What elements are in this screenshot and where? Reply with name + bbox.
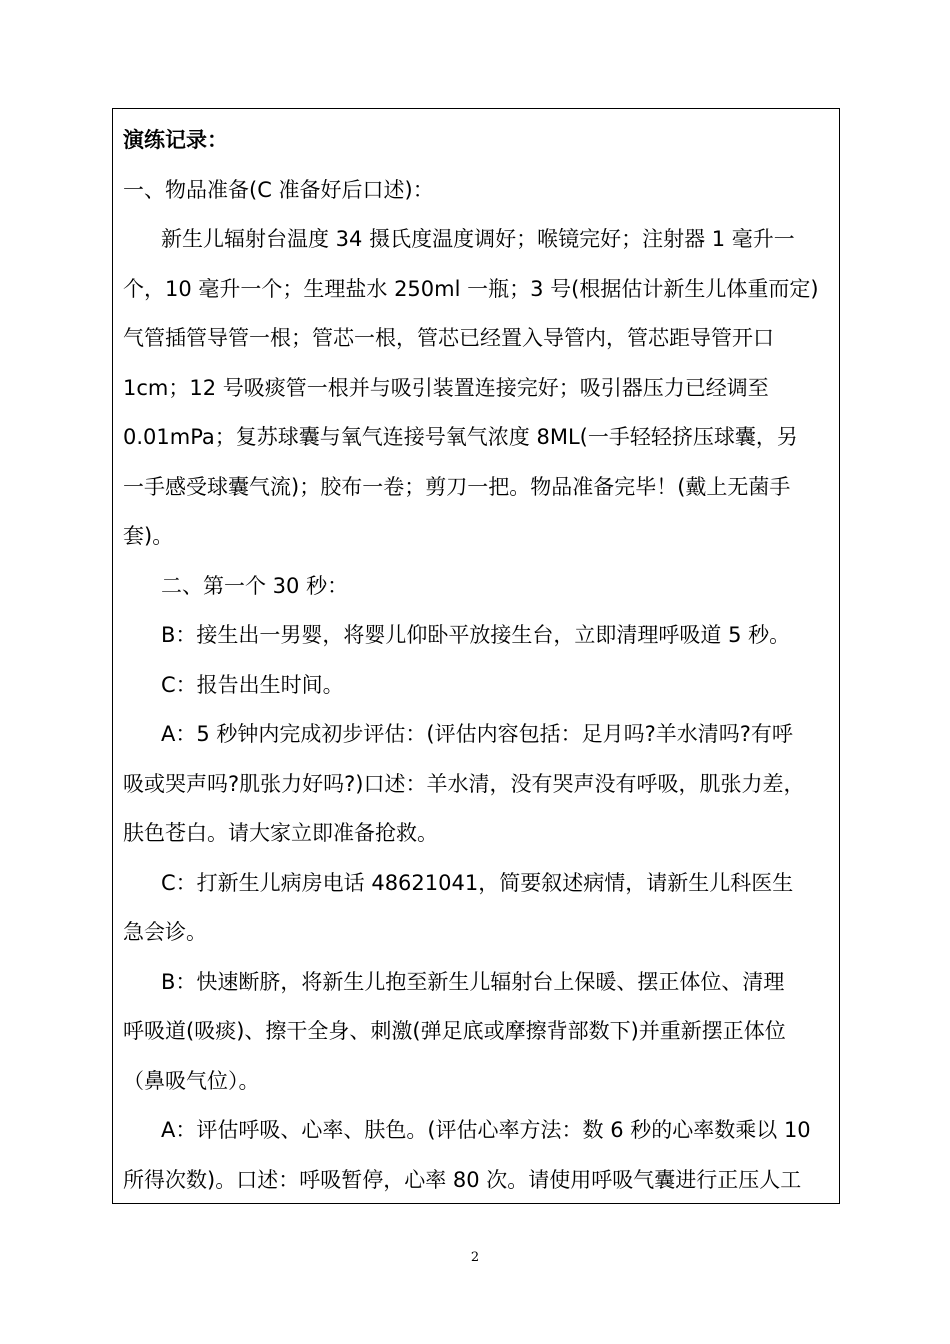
record-content xyxy=(123,116,835,1204)
record-title: 演练记录： xyxy=(123,128,228,152)
page-number: 2 xyxy=(470,1250,480,1265)
paragraph-line: 0.01mPa；复苏球囊与氧气连接号氧气浓度 8ML(一手轻轻挤压球囊，另 xyxy=(123,425,798,449)
paragraph-line: A：5 秒钟内完成初步评估：(评估内容包括：足月吗?羊水清吗?有呼 xyxy=(161,722,793,746)
paragraph-line: 一手感受球囊气流)；胶布一卷；剪刀一把。物品准备完毕！(戴上无菌手 xyxy=(123,474,791,499)
paragraph-line: 呼吸道(吸痰)、擦干全身、刺激(弹足底或摩擦背部数下)并重新摆正体位 xyxy=(123,1019,786,1043)
paragraph-line: （鼻吸气位）。 xyxy=(123,1068,260,1093)
paragraph-line: 所得次数)。口述：呼吸暂停，心率 80 次。请使用呼吸气囊进行正压人工 xyxy=(123,1167,802,1192)
paragraph-line: 新生儿辐射台温度 34 摄氏度温度调好；喉镜完好；注射器 1 毫升一 xyxy=(161,227,795,251)
paragraph-line: B：快速断脐，将新生儿抱至新生儿辐射台上保暖、摆正体位、清理 xyxy=(161,969,785,994)
paragraph-line: 吸或哭声吗?肌张力好吗?)口述：羊水清，没有哭声没有呼吸，肌张力差， xyxy=(123,771,805,796)
paragraph-line: 气管插管导管一根；管芯一根，管芯已经置入导管内，管芯距导管开口 xyxy=(123,326,774,350)
paragraph-line: 1cm；12 号吸痰管一根并与吸引装置连接完好；吸引器压力已经调至 xyxy=(123,375,769,400)
paragraph-line: B：接生出一男婴，将婴儿仰卧平放接生台，立即清理呼吸道 5 秒。 xyxy=(161,623,791,647)
section-title-item-preparation: 一、物品准备(C 准备好后口述)： xyxy=(123,177,434,202)
paragraph-line: 套)。 xyxy=(123,524,174,548)
paragraph-line: A：评估呼吸、心率、肤色。(评估心率方法：数 6 秒的心率数乘以 10 xyxy=(161,1118,811,1142)
paragraph-line: 急会诊。 xyxy=(123,920,207,944)
section-title-first-30-seconds: 二、第一个 30 秒： xyxy=(161,573,349,598)
paragraph-line: C：打新生儿病房电话 48621041，简要叙述病情，请新生儿科医生 xyxy=(161,870,794,895)
paragraph-line: 肤色苍白。请大家立即准备抢救。 xyxy=(123,821,438,845)
paragraph-line: C：报告出生时间。 xyxy=(161,672,344,697)
record-table-cell xyxy=(112,108,840,1204)
paragraph-line: 个，10 毫升一个；生理盐水 250ml 一瓶；3 号(根据估计新生儿体重而定) xyxy=(123,276,819,301)
